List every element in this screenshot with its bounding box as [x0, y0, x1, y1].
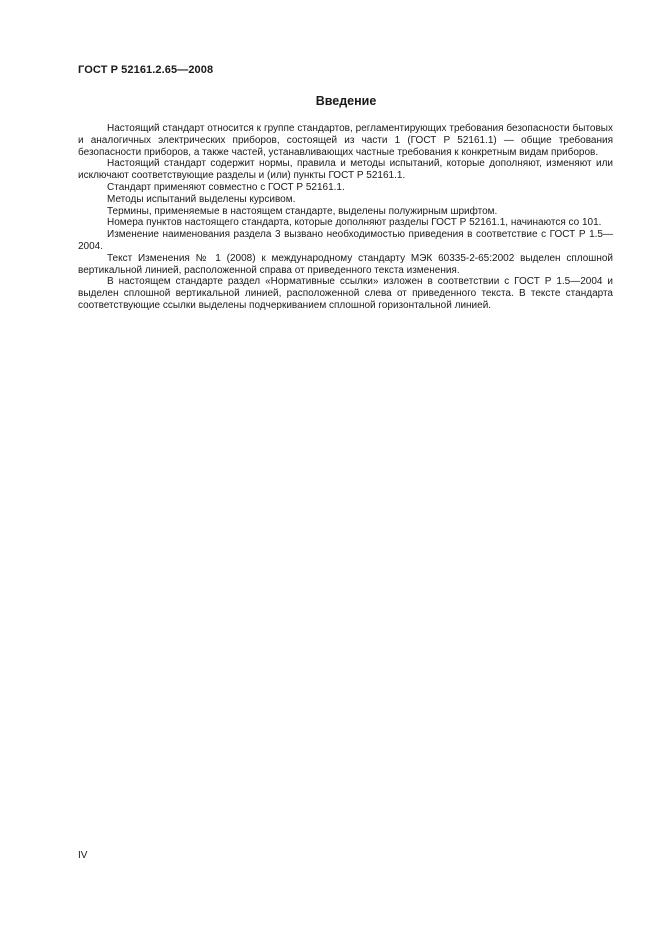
paragraph-amendment: Текст Изменения № 1 (2008) к международному стандарту МЭК 60335-2-65:2002 выделен сплошной вертикальной линией, расположенной справа от приведенного текста изменения. — [78, 252, 613, 276]
paragraph-contents: Настоящий стандарт содержит нормы, правила и методы испытаний, которые дополняют, изменяют или исключают соответствующие разделы и (или) пункты ГОСТ Р 52161.1. — [78, 158, 613, 182]
page-number: IV — [78, 850, 88, 861]
document-code: ГОСТ Р 52161.2.65—2008 — [78, 64, 214, 76]
paragraph-clause-numbers: Номера пунктов настоящего стандарта, которые дополняют разделы ГОСТ Р 52161.1, начинаются со 101. — [107, 217, 602, 229]
paragraph-terms: Термины, применяемые в настоящем стандарте, выделены полужирным шрифтом. — [107, 205, 498, 217]
paragraph-usage: Стандарт применяют совместно с ГОСТ Р 52161.1. — [107, 181, 345, 193]
paragraph-scope: Настоящий стандарт относится к группе стандартов, регламентирующих требования безопасности бытовых и аналогичных электрических приборов, состоящей из части 1 (ГОСТ Р 52161.1) — общие требования безопасности приборов, а также частей, устанавливающих частные требования к конкретным видам приборов. — [78, 123, 613, 158]
paragraph-normative-references: В настоящем стандарте раздел «Нормативные ссылки» изложен в соответствии с ГОСТ Р 1.5—2004 и выделен сплошной вертикальной линией, расположенной слева от приведенного текста. В тексте стандарта соответствующие ссылки выделены подчеркиванием сплошной горизонтальной линией. — [78, 276, 613, 311]
introduction-body — [78, 123, 613, 312]
paragraph-test-methods: Методы испытаний выделены курсивом. — [107, 193, 296, 205]
section-title: Введение — [315, 94, 377, 108]
paragraph-section-rename: Изменение наименования раздела 3 вызвано необходимостью приведения в соответствие с ГОСТ Р 1.5—2004. — [78, 229, 613, 252]
